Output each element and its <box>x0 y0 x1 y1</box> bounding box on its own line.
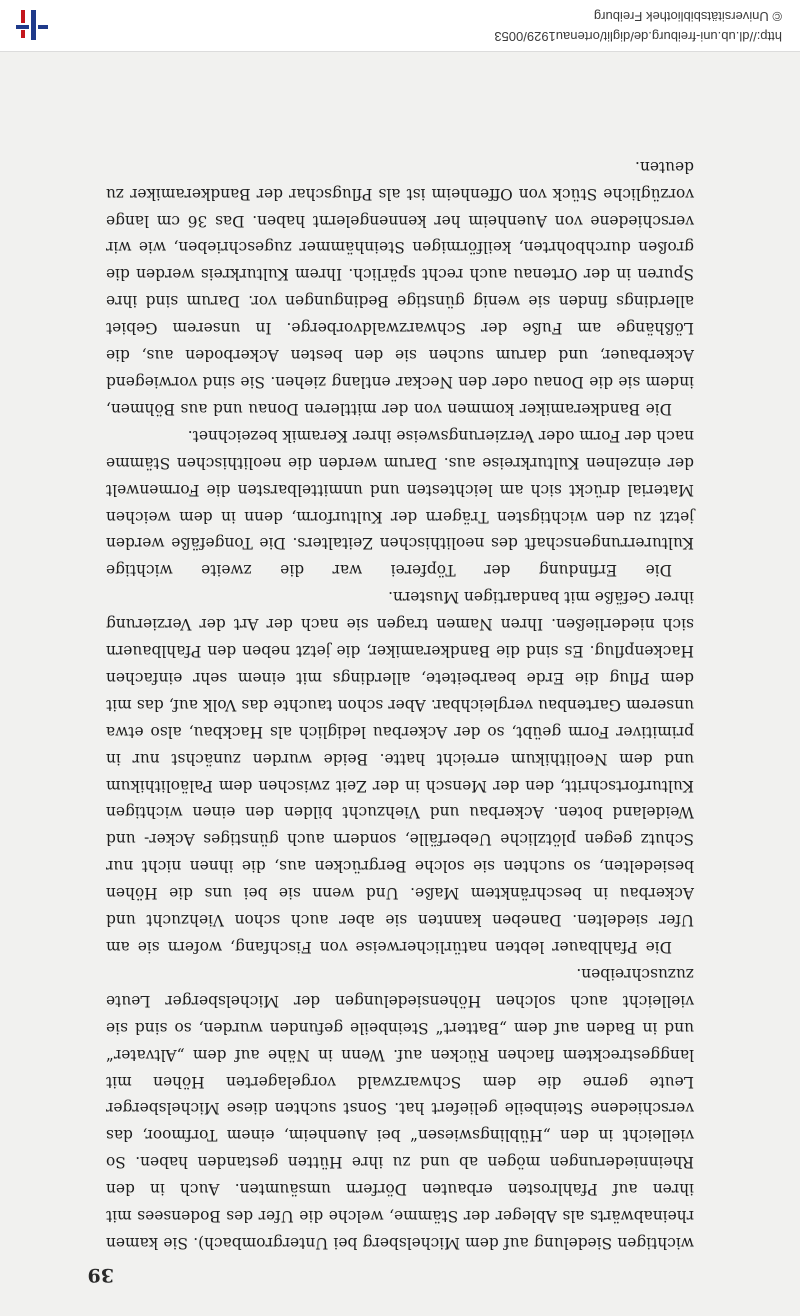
page-number: 39 <box>87 1264 114 1286</box>
paragraph-2: Die Pfahlbauer lebten natürlicherweise von Fischfang, wofern sie am Ufer siedelten. Daneben kannten sie aber auch schon Viehzucht und Ackerbau in beschränktem Maße. Und wenn sie bei uns die Höhen besiedelten, so suchten sie solche Bergrücken aus, die ihnen nicht nur Schutz gegen plötzliche Ueberfälle, sondern auch günstiges Acker- und Weideland boten. Ackerbau und Viehzucht bilden den einen wichtigen Kulturfortschritt, den der Mensch in der Zeit zwischen dem Paläolithikum und dem Neolithikum erreicht hatte. Beide wurden zunächst nur in primitiver Form geübt, so der Ackerbau lediglich als Hackbau, also etwa unserem Gartenbau vergleichbar. Aber schon tauchte das Volk auf, das mit dem Pflug die Erde bearbeitete, allerdings mit einem sehr einfachen Hackenpflug. Es sind die Bandkeramiker, die jetzt neben den Pfahlbauern sich niederließen. Ihren Namen tragen sie nach der Art der Verzierung ihrer Gefäße mit bandartigen Mustern. <box>106 588 694 957</box>
logo-bar-center <box>31 10 36 40</box>
scanned-book-page <box>0 52 800 1316</box>
footer-bar <box>0 0 800 52</box>
university-library-logo <box>12 8 52 42</box>
page-body-text <box>106 153 694 1256</box>
logo-accent-bottom <box>21 10 25 23</box>
logo-bar-left <box>38 25 48 29</box>
footer-text <box>494 6 782 46</box>
paragraph-3: Die Erfindung der Töpferei war die zweite wichtige Kulturerrungenschaft des neolithischen Zeitalters. Die Tongefäße werden jetzt zu den wichtigsten Trägern der Kulturform, denn in dem weichen Material drückt sich am leichtesten und unmittelbarsten die Formenwelt der einzelnen Kulturkreise aus. Darum werden die neolithischen Stämme nach der Form oder Verzierungsweise ihrer Keramik bezeichnet. <box>106 426 694 580</box>
paragraph-4: Die Bandkeramiker kommen von der mittleren Donau und aus Böhmen, indem sie die Donau oder den Neckar entlang ziehen. Sie sind vorwiegend Ackerbauer, und darum suchen sie den besten Ackerboden aus, die Lößhänge am Fuße der Schwarzwaldvorberge. In unserem Gebiet allerdings finden sie wenig günstige Bedingungen vor. Darum sind ihre Spuren in der Ortenau auch recht spärlich. Ihrem Kulturkreis werden die großen durchbohrten, keilförmigen Steinhämmer zugeschrieben, wie wir verschiedene von Auenheim her kennengelernt haben. Das 36 cm lange vorzügliche Stück von Offenheim ist als Pflugschar der Bandkeramiker zu deuten. <box>106 157 694 418</box>
logo-accent-top <box>21 30 25 38</box>
paragraph-1: wichtigen Siedelung auf dem Michelsberg bei Untergrombach). Sie kamen rheinabwärts als Ableger der Stämme, welche die Ufer des Bodensees mit ihren auf Pfahlrosten erbauten Dörfern umsäumten. Auch in den Rheinniederungen mögen ab und zu ihre Hütten gestanden haben. So vielleicht in den „Hüblingswiesen“ bei Auenheim, einem Torfmoor, das verschiedene Steinbeile geliefert hat. Sonst suchten diese Michelsberger Leute gerne die dem Schwarzwald vorgelagerten Höhen mit langgestrecktem flachen Rücken auf. Wenn in Nähe auf dem „Altvater“ und in Baden auf dem „Battert“ Steinbeile gefunden wurden, so sind sie vielleicht auch solchen Höhensiedelungen der Michelsberger Leute zuzuschreiben. <box>106 964 694 1252</box>
footer-url-link[interactable]: http://dl.ub.uni-freiburg.de/diglit/ortenau1929/0053 <box>494 29 782 44</box>
footer-copyright: © Universitätsbibliothek Freiburg <box>593 9 782 24</box>
logo-bar-right <box>16 25 29 29</box>
